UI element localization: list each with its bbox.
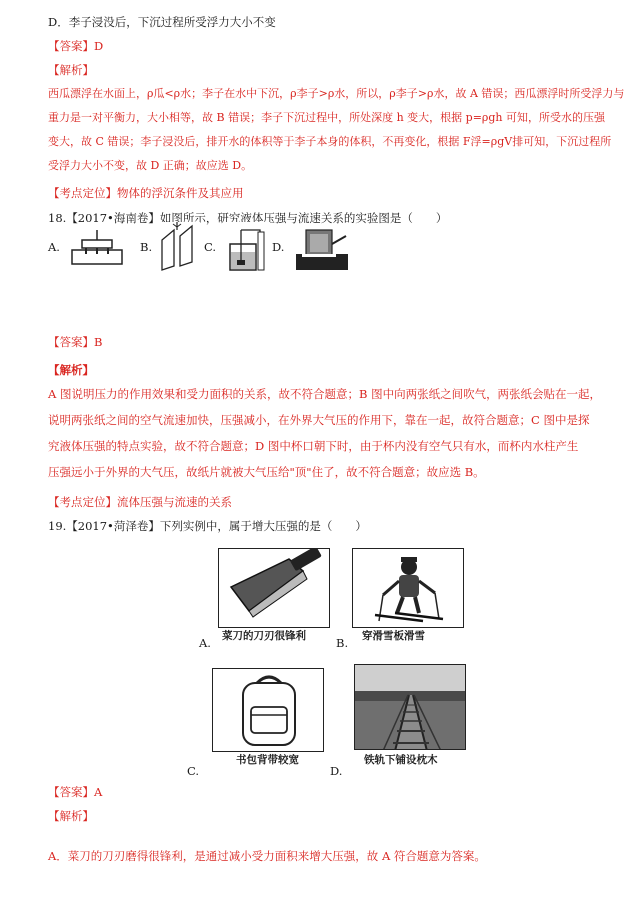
q18-figure-b	[156, 222, 200, 272]
q18-figure-c	[224, 222, 270, 274]
q18-answer: 【答案】B	[48, 335, 103, 349]
q18-stem: 18.【2017•海南卷】如图所示，研究液体压强与流速关系的实验图是（ ）	[48, 211, 448, 225]
q18-analysis-line-3: 究液体压强的特点实验，故不符合题意；D 图中杯口朝下时，由于杯内没有空气只有水，而杯内水柱产生	[48, 439, 579, 453]
q19-caption-c: 书包背带较宽	[236, 754, 299, 766]
q19-figure-d	[354, 664, 466, 750]
q19-option-a-label: A.	[199, 636, 211, 650]
q17-answer: 【答案】D	[48, 39, 104, 53]
q18-analysis-line-1: A 图说明压力的作用效果和受力面积的关系，故不符合题意；B 图中向两张纸之间吹气，两张纸会贴在一起，	[48, 387, 602, 401]
q19-stem: 19.【2017•菏泽卷】下列实例中，属于增大压强的是（ ）	[48, 519, 367, 533]
q19-answer: 【答案】A	[48, 785, 103, 799]
q19-caption-d: 铁轨下铺设枕木	[364, 754, 438, 766]
q18-analysis-label: 【解析】	[48, 363, 94, 377]
q18-kaodian: 【考点定位】流体压强与流速的关系	[48, 495, 232, 509]
q19-option-c-label: C.	[187, 764, 200, 778]
q17-analysis-label: 【解析】	[48, 63, 94, 77]
q19-analysis-a: A．菜刀的刀刃磨得很锋利，是通过减小受力面积来增大压强，故 A 符合题意为答案。	[48, 849, 486, 863]
q17-analysis-line-1: 西瓜漂浮在水面上，ρ瓜<ρ水；李子在水中下沉，ρ李子>ρ水，所以，ρ李子>ρ水，故 A 错误；西瓜漂浮时所受浮力与	[48, 87, 625, 100]
skier-icon	[353, 549, 464, 628]
railway-track-icon	[355, 665, 466, 750]
q17-kaodian: 【考点定位】物体的浮沉条件及其应用	[48, 186, 244, 200]
q19-caption-a: 菜刀的刀刃很锋利	[222, 630, 306, 642]
q18-figure-d	[292, 224, 352, 272]
q19-option-d-label: D.	[330, 764, 343, 778]
q18-option-d-label: D.	[272, 240, 285, 254]
q18-analysis-line-4: 压强远小于外界的大气压，故纸片就被大气压给"顶"住了，故不符合题意；故应选 B。	[48, 465, 485, 479]
q17-analysis-line-2: 重力是一对平衡力，大小相等，故 B 错误；李子下沉过程中，所处深度 h 变大，根据 p=ρgh 可知，所受水的压强	[48, 111, 605, 124]
q19-option-b-label: B.	[336, 636, 349, 650]
q19-figure-a	[218, 548, 330, 628]
q17-analysis-line-3: 变大，故 C 错误；李子浸没后，排开水的体积等于李子本身的体积，不再变化，根据 F浮=ρgV排可知，下沉过程所	[48, 135, 612, 148]
q18-figure-a	[68, 228, 126, 268]
q18-analysis-line-2: 说明两张纸之间的空气流速加快，压强减小，在外界大气压的作用下，靠在一起，故符合题意；C 图中是探	[48, 413, 590, 427]
q19-figure-b	[352, 548, 464, 628]
backpack-icon	[213, 669, 324, 752]
q18-option-b-label: B.	[140, 240, 153, 254]
q19-figure-c	[212, 668, 324, 752]
q18-option-a-label: A.	[48, 240, 60, 254]
knife-icon	[219, 549, 330, 628]
q17-analysis-line-4: 受浮力大小不变，故 D 正确；故应选 D。	[48, 159, 253, 172]
q19-analysis-label: 【解析】	[48, 809, 94, 823]
q17-option-d: D．李子浸没后，下沉过程所受浮力大小不变	[48, 15, 276, 29]
q19-caption-b: 穿滑雪板滑雪	[362, 630, 425, 642]
q18-option-c-label: C.	[204, 240, 217, 254]
